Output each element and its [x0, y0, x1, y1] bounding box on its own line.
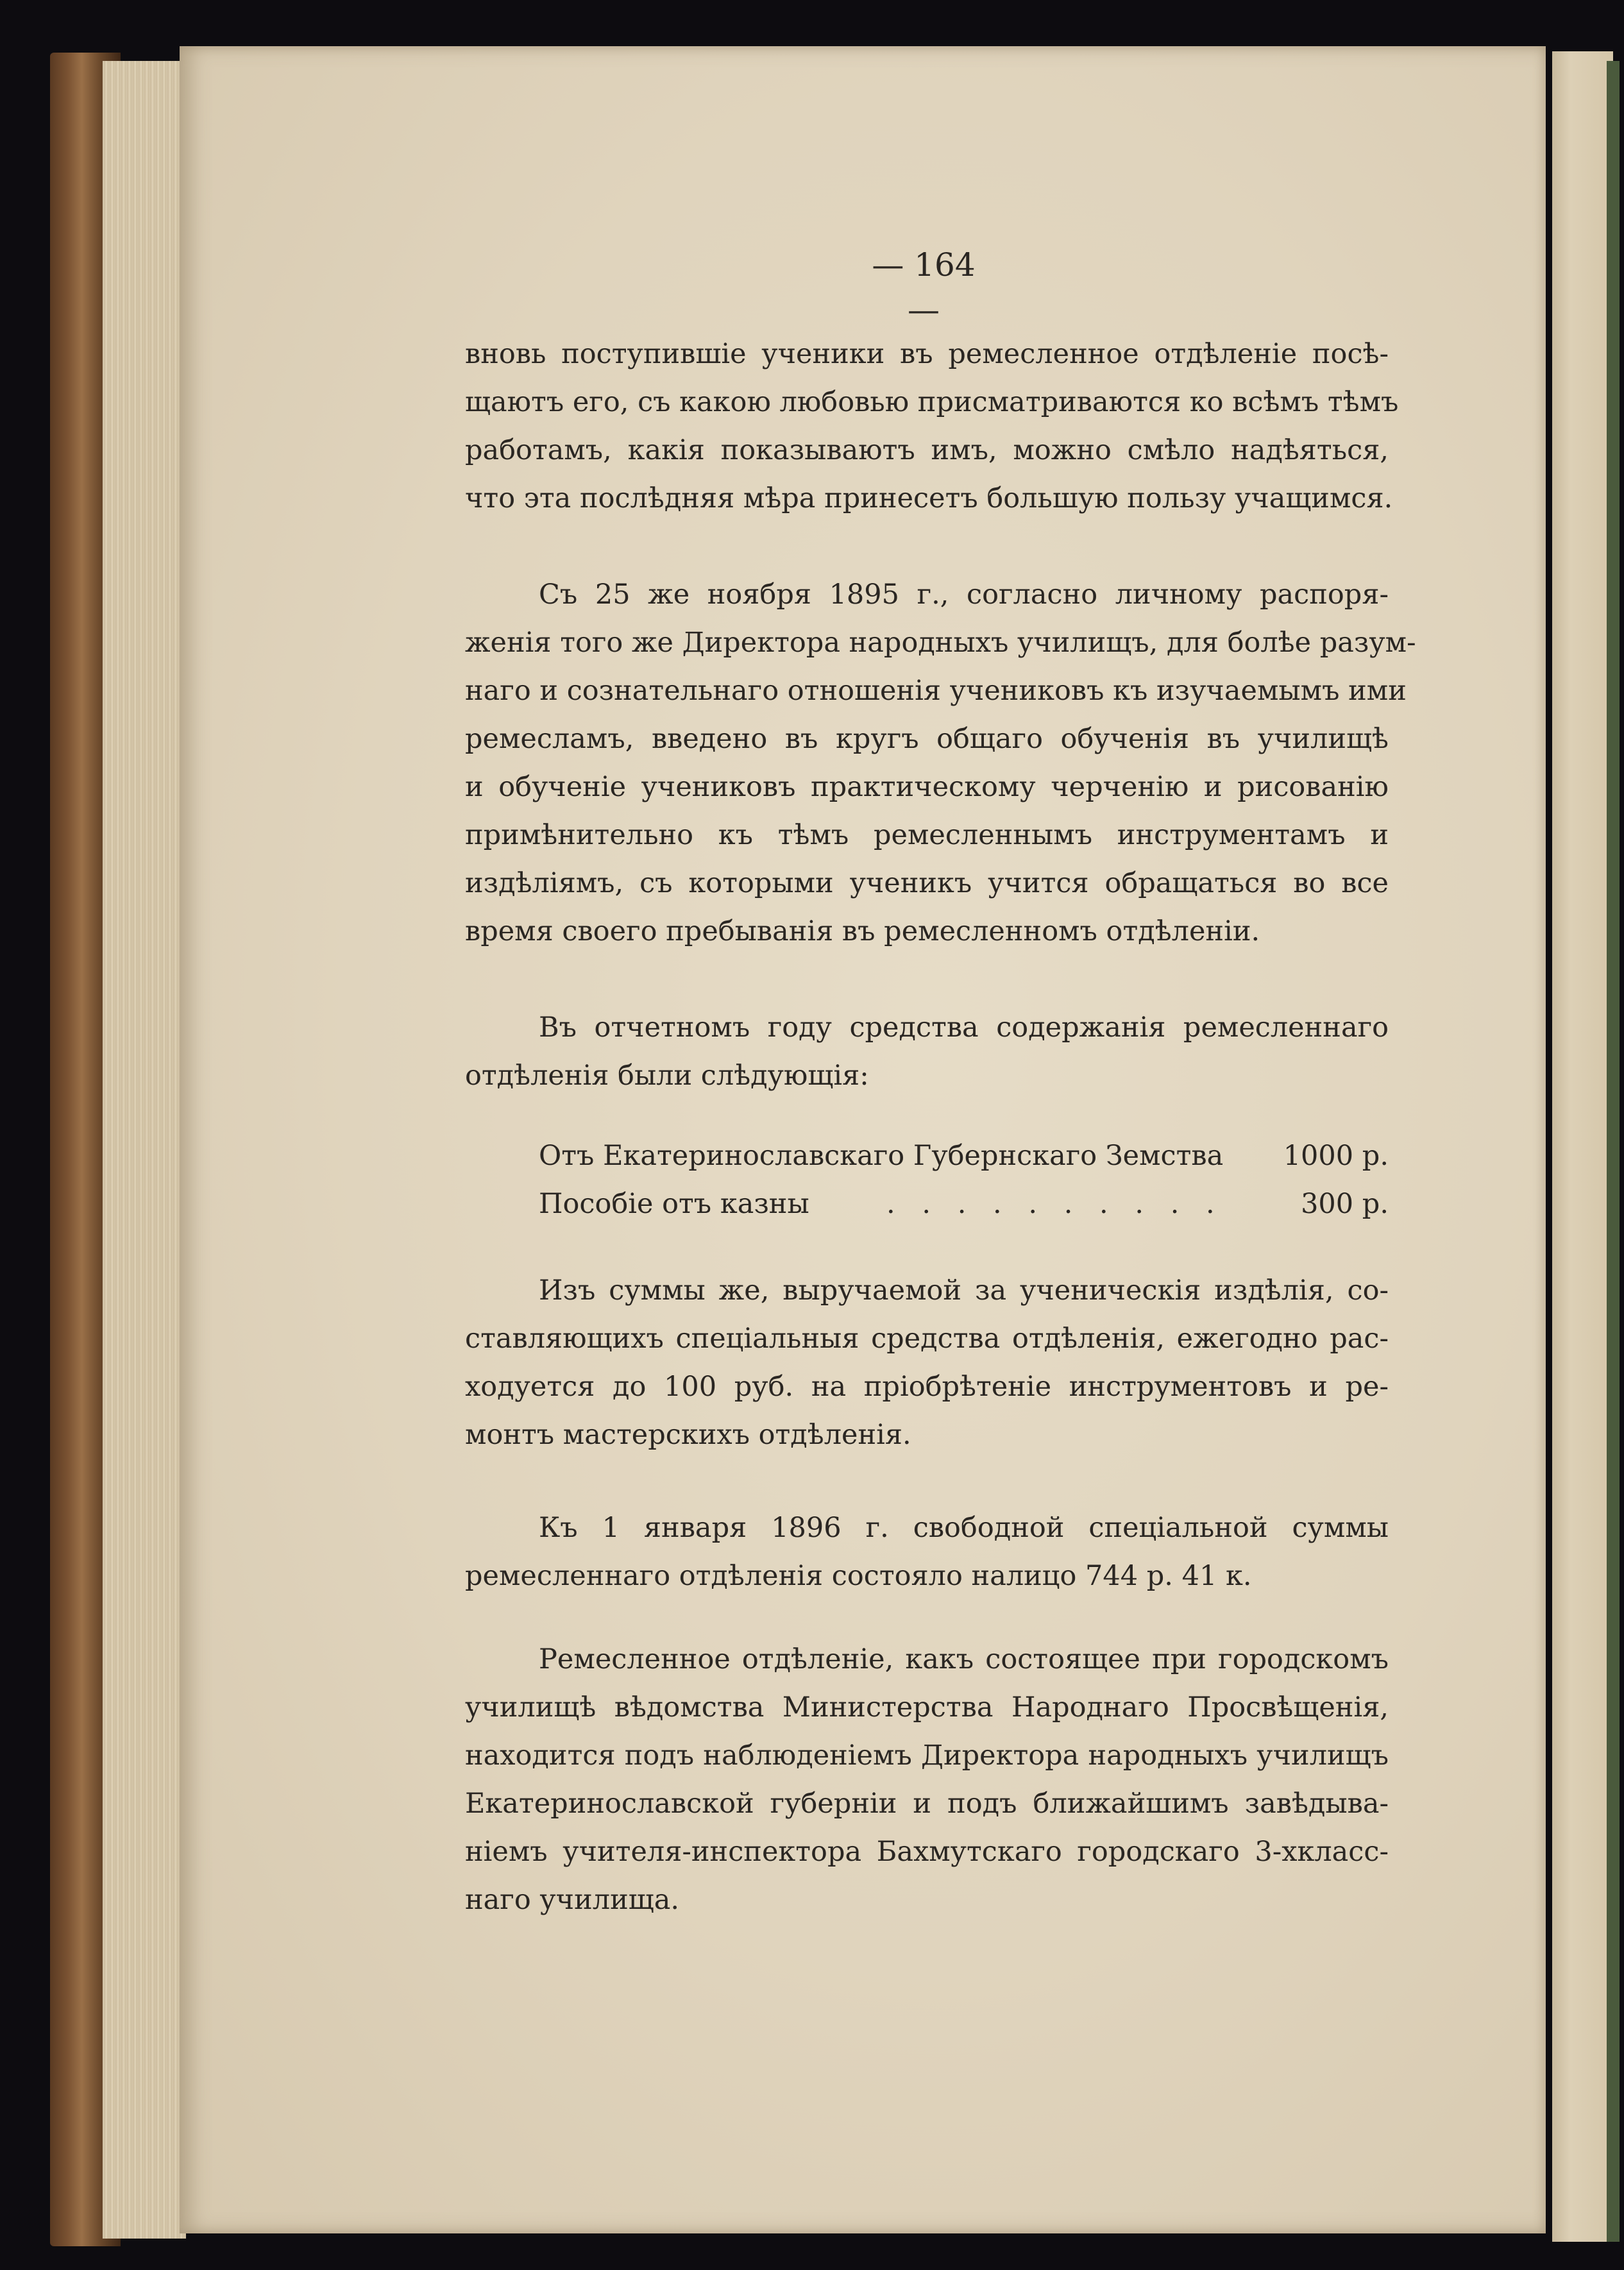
text-line: Съ 25 же ноября 1895 г., согласно личному распоря- [539, 579, 1389, 611]
ledger-dots [1223, 1132, 1283, 1180]
text-line: наго и сознательнаго отношенія учениковъ къ изучаемымъ ими [465, 675, 1407, 707]
text-line: щаютъ его, съ какою любовью присматриваются ко всѣмъ тѣмъ [465, 386, 1399, 418]
text-line: время своего пребыванія въ ремесленномъ отдѣленіи. [465, 915, 1260, 947]
ledger-dots: . . . . . . . . . . [886, 1188, 1224, 1220]
text-line: наго училища. [465, 1884, 680, 1916]
ledger-row [539, 1180, 1389, 1228]
text-line: Екатеринославской губерніи и подъ ближайшимъ завѣдыва- [465, 1788, 1389, 1820]
text-line: ніемъ учителя-инспектора Бахмутскаго городскаго 3-хкласс- [465, 1836, 1389, 1868]
text-line: что эта послѣдняя мѣра принесетъ большую пользу учащимся. [465, 482, 1393, 514]
text-line: ставляющихъ спеціальныя средства отдѣленія, ежегодно рас- [465, 1323, 1389, 1355]
paragraph-5 [465, 1504, 1389, 1600]
funding-ledger [539, 1132, 1389, 1228]
page-block-edges [103, 61, 186, 2239]
text-line: ремесленнаго отдѣленія состояло налицо 744 р. 41 к. [465, 1560, 1252, 1592]
ledger-label: Пособіе отъ казны [539, 1188, 809, 1220]
text-line: издѣліямъ, съ которыми ученикъ учится обращаться во все [465, 867, 1389, 899]
text-line: работамъ, какія показываютъ имъ, можно смѣло надѣяться, [465, 434, 1389, 466]
text-line: Изъ суммы же, выручаемой за ученическія издѣлія, со- [539, 1275, 1389, 1307]
paragraph-2 [465, 571, 1416, 956]
text-line: вновь поступившіе ученики въ ремесленное отдѣленіе посѣ- [465, 338, 1389, 370]
text-line: училищѣ вѣдомства Министерства Народнаго Просвѣщенія, [465, 1691, 1389, 1724]
ledger-amount: 300 р. [1301, 1188, 1389, 1220]
ledger-label: Отъ Екатеринославскаго Губернскаго Земства [539, 1140, 1224, 1172]
page-number: — 164 — [872, 246, 976, 328]
ledger-amount: 1000 р. [1283, 1140, 1389, 1172]
text-line: женія того же Директора народныхъ училищъ, для болѣе разум- [465, 627, 1416, 659]
text-line: ходуется до 100 руб. на пріобрѣтеніе инструментовъ и ре- [465, 1371, 1389, 1403]
paragraph-4 [465, 1267, 1389, 1459]
paragraph-3 [465, 1004, 1389, 1100]
text-line: Къ 1 января 1896 г. свободной спеціальной суммы [539, 1512, 1389, 1544]
paragraph-6 [465, 1636, 1389, 1924]
text-line: ремесламъ, введено въ кругъ общаго обученія въ училищѣ [465, 723, 1389, 755]
paragraph-1 [465, 330, 1399, 523]
facing-page-edge [1552, 51, 1613, 2242]
book-cover-right [1607, 61, 1620, 2242]
text-line: и обученіе учениковъ практическому черченію и рисованію [465, 771, 1389, 803]
text-line: Въ отчетномъ году средства содержанія ремесленнаго [539, 1012, 1389, 1044]
text-line: Ремесленное отдѣленіе, какъ состоящее при городскомъ [539, 1643, 1389, 1675]
text-line: отдѣленія были слѣдующія: [465, 1060, 869, 1092]
text-line: находится подъ наблюденіемъ Директора народныхъ училищъ [465, 1740, 1389, 1772]
text-line: примѣнительно къ тѣмъ ремесленнымъ инструментамъ и [465, 819, 1389, 851]
text-line: монтъ мастерскихъ отдѣленія. [465, 1419, 911, 1451]
ledger-row [539, 1132, 1389, 1180]
